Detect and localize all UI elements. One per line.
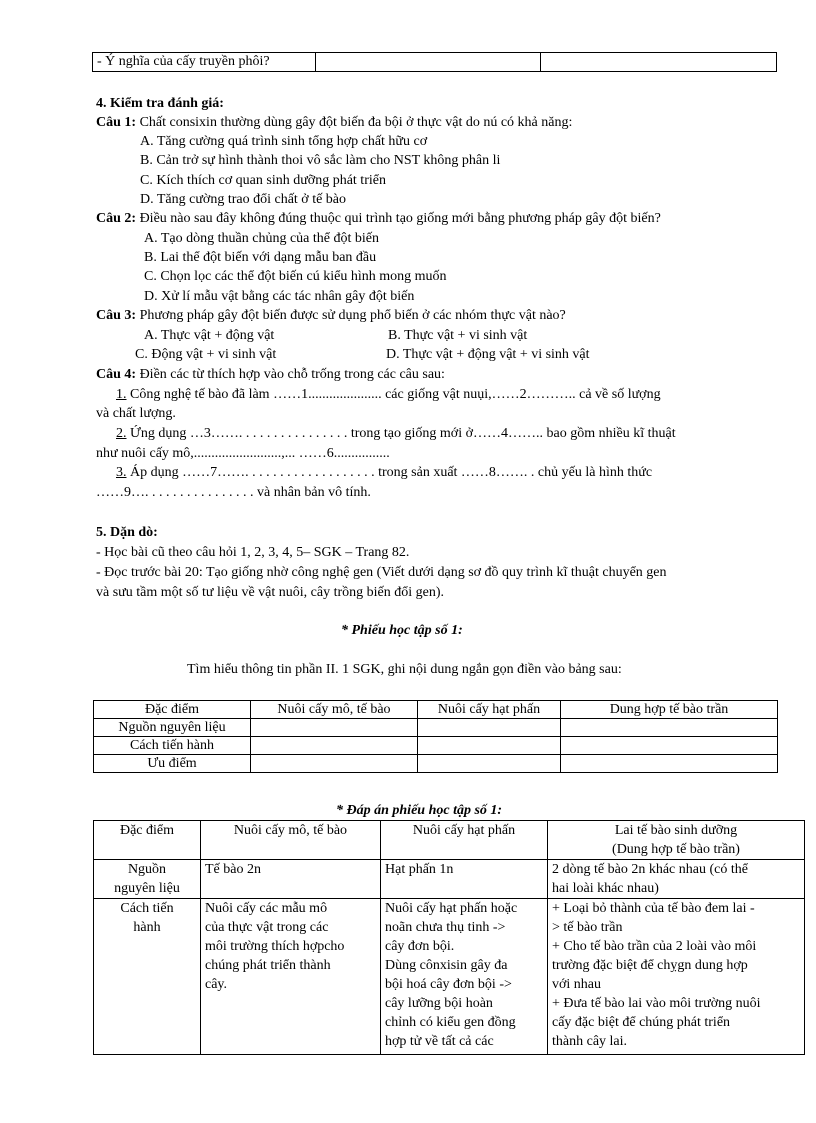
top-table — [92, 52, 777, 72]
q4-item-3 — [116, 465, 652, 481]
q1-option-c: C. Kích thích cơ quan sinh dưỡng phát triển — [140, 173, 386, 188]
ws-cell — [418, 737, 561, 755]
ans-row-2-label-line-1: Cách tiến — [120, 901, 174, 916]
q1-option-a: A. Tăng cường quá trình sinh tổng hợp chất hữu cơ — [140, 134, 428, 149]
ws-row-label: Ưu điểm — [94, 755, 251, 773]
ans-line: + Loại bỏ thành của tế bào đem lai - — [552, 901, 755, 916]
ans-line: với nhau — [552, 977, 602, 992]
q4 — [96, 367, 445, 383]
ws-header-2: Nuôi cấy mô, tế bào — [251, 701, 418, 719]
q2-option-b: B. Lai thể đột biến với dạng mẫu ban đầu — [144, 250, 377, 265]
q4-item-2-text: Ứng dụng …3……. . . . . . . . . . . . . . . . trong tạo giống mới ở……4…….. bao gồm nhiều kĩ thuật — [126, 426, 676, 441]
q3-label: Câu 3: — [96, 308, 137, 323]
q3-option-c: C. Động vật + vi sinh vật — [135, 347, 277, 362]
ans-row-1-c4 — [548, 860, 805, 899]
q2-option-d: D. Xử lí mẫu vật bằng các tác nhân gây đột biến — [144, 289, 415, 304]
ans-line: + Đưa tế bào lai vào môi trường nuôi — [552, 996, 761, 1011]
ans-line: môi trường thích hợpcho — [205, 939, 345, 954]
ans-row-2-label — [94, 899, 201, 1055]
ans-row-1-label — [94, 860, 201, 899]
ans-line: của thực vật trong các — [205, 920, 329, 935]
ws-cell — [561, 719, 778, 737]
ws-header-4: Dung hợp tế bào trần — [561, 701, 778, 719]
ans-row-2-c3 — [381, 899, 548, 1055]
sec5-line-3: và sưu tầm một số tư liệu về vật nuôi, cây trồng biến đổi gen). — [96, 585, 444, 600]
ws-row-label: Cách tiến hành — [94, 737, 251, 755]
ws-cell — [418, 755, 561, 773]
q1-option-d: D. Tăng cường trao đổi chất ở tế bào — [140, 192, 347, 207]
q4-item-1-cont: và chất lượng. — [96, 406, 176, 421]
ans-line: + Cho tế bào trần của 2 loài vào môi — [552, 939, 757, 954]
ans-line: trường đặc biệt để chỵgn dung hợp — [552, 958, 748, 973]
q3-text: Phương pháp gây đột biến được sử dụng phổ biến ở các nhóm thực vật nào? — [139, 308, 566, 323]
q2-text: Điều nào sau đây không đúng thuộc qui trình tạo giống mới bằng phương pháp gây đột biến? — [139, 211, 661, 226]
answer-title: * Đáp án phiếu học tập số 1: — [336, 803, 503, 818]
ans-row-2-c2 — [201, 899, 381, 1055]
q2-label: Câu 2: — [96, 211, 137, 226]
ws-row-label: Nguồn nguyên liệu — [94, 719, 251, 737]
worksheet-instruction: Tìm hiểu thông tin phần II. 1 SGK, ghi nội dung ngắn gọn điền vào bảng sau: — [187, 662, 622, 677]
ans-row-2-c4 — [548, 899, 805, 1055]
ws-cell — [251, 755, 418, 773]
ans-line: chỉnh có kiểu gen đồng — [385, 1015, 516, 1030]
ans-line: > tế bào trần — [552, 920, 623, 935]
ws-cell — [418, 719, 561, 737]
ans-header-4-line-2: (Dung hợp tế bào trần) — [612, 842, 740, 857]
q3 — [96, 308, 566, 324]
q3-option-d: D. Thực vật + động vật + vi sinh vật — [386, 347, 590, 362]
q2-option-c: C. Chọn lọc các thể đột biến cú kiểu hình mong muốn — [144, 269, 447, 284]
worksheet-title: * Phiếu học tập số 1: — [341, 623, 463, 638]
q4-item-2-num: 2. — [116, 426, 127, 441]
q2 — [96, 211, 661, 227]
ans-row-1-c3: Hạt phấn 1n — [381, 860, 548, 899]
ans-line: noãn chưa thụ tinh -> — [385, 920, 506, 935]
ans-line: cây đơn bội. — [385, 939, 455, 954]
q1-label: Câu 1: — [96, 115, 137, 130]
sec4-heading: 4. Kiểm tra đánh giá: — [96, 96, 224, 111]
ws-cell — [561, 755, 778, 773]
ans-line: cây. — [205, 977, 228, 992]
q3-option-b: B. Thực vật + vi sinh vật — [388, 328, 528, 343]
ans-line: Nuôi cấy hạt phấn hoặc — [385, 901, 518, 916]
ws-cell — [251, 719, 418, 737]
ws-cell — [251, 737, 418, 755]
q4-item-3-num: 3. — [116, 465, 127, 480]
ans-line: cấy đặc biệt để chúng phát triển — [552, 1015, 731, 1030]
ans-row-1-label-line-1: Nguồn — [127, 862, 167, 877]
q4-item-2 — [116, 426, 676, 442]
q4-item-1 — [116, 387, 661, 403]
q4-item-2-cont: như nuôi cấy mô,.........................,... ……6................ — [96, 446, 390, 461]
ans-header-4 — [548, 821, 805, 860]
sec5-line-2: - Đọc trước bài 20: Tạo giống nhờ công nghệ gen (Viết dưới dạng sơ đồ quy trình kĩ thuật chuyển gen — [96, 565, 667, 580]
q4-text: Điền các từ thích hợp vào chỗ trống trong các câu sau: — [139, 367, 445, 382]
ans-line: bội hoá cây đơn bội -> — [385, 977, 512, 992]
ans-row-2-label-line-2: hành — [133, 920, 161, 935]
q3-option-a: A. Thực vật + động vật — [144, 328, 275, 343]
ans-row-1-label-line-2: nguyên liệu — [114, 881, 180, 896]
q2-option-a: A. Tạo dòng thuần chủng của thể đột biến — [144, 231, 379, 246]
q4-label: Câu 4: — [96, 367, 137, 382]
q1-text: Chất consixin thường dùng gây đột biến đa bội ở thực vật do nú có khả năng: — [139, 115, 573, 130]
ans-line: cây lưỡng bội hoàn — [385, 996, 493, 1011]
sec5-line-1: - Học bài cũ theo câu hỏi 1, 2, 3, 4, 5– SGK – Trang 82. — [96, 545, 410, 560]
top-table-cell-3 — [541, 53, 777, 72]
ans-header-2: Nuôi cấy mô, tế bào — [201, 821, 381, 860]
ans-line: chúng phát triển thành — [205, 958, 331, 973]
ws-header-3: Nuôi cấy hạt phấn — [418, 701, 561, 719]
q4-item-3-text: Áp dụng ……7……. . . . . . . . . . . . . . . . . . . trong sản xuất ……8……. . chủ yếu là hình thức — [126, 465, 653, 480]
ans-line: Nuôi cấy các mẫu mô — [205, 901, 328, 916]
top-table-cell-2 — [316, 53, 541, 72]
q1 — [96, 115, 572, 131]
answer-table — [93, 820, 805, 1055]
q1-option-b: B. Cản trở sự hình thành thoi vô sắc làm cho NST không phân li — [140, 153, 501, 168]
ans-row-1-c2: Tế bào 2n — [201, 860, 381, 899]
ans-header-1: Đặc điểm — [94, 821, 201, 860]
ans-line: Dùng cônxisin gây đa — [385, 958, 508, 973]
ans-line: thành cây lai. — [552, 1034, 628, 1049]
q4-item-1-text: Công nghệ tế bào đã làm ……1..................... các giống vật nuụi,……2……….. cả về số lượng — [126, 387, 661, 402]
ans-row-1-c4-line-1: 2 dòng tế bào 2n khác nhau (có thể — [552, 862, 748, 877]
ans-header-4-line-1: Lai tế bào sinh dưỡng — [614, 823, 738, 838]
sec5-heading: 5. Dặn dò: — [96, 525, 158, 540]
ws-header-1: Đặc điểm — [94, 701, 251, 719]
q4-item-1-num: 1. — [116, 387, 127, 402]
top-table-cell-1: - Ý nghĩa của cấy truyền phôi? — [93, 53, 316, 72]
worksheet-table — [93, 700, 778, 773]
q4-item-3-cont: ……9…. . . . . . . . . . . . . . . . và nhân bản vô tính. — [96, 485, 371, 500]
ans-line: hợp tử về tất cả các — [385, 1034, 494, 1049]
ans-row-1-c4-line-2: hai loài khác nhau) — [552, 881, 659, 896]
ws-cell — [561, 737, 778, 755]
ans-header-3: Nuôi cấy hạt phấn — [381, 821, 548, 860]
